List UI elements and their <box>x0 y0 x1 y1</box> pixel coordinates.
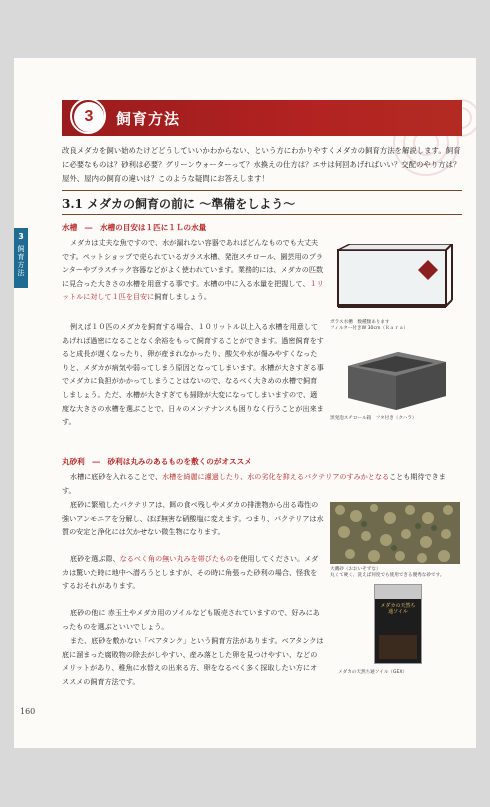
side-tab-number: 3 <box>18 232 24 241</box>
page-number: 160 <box>20 707 36 716</box>
aquarium-paragraph-2: 例えば１０匹のメダカを飼育する場合、１０リットル以上入る水槽を用意してあげれば過密になることなく余裕をもって飼育することができます。過密飼育をすると成長が遅くなったり、卵が産まれなかったり、酸欠や水が傷みやすくなったりと、メダカが病気や弱ってしまう原因となってしまいます。水槽が大きすぎる事でメダカに負担がかかってしまうことはないので、なるべく大きめの水槽で飼育しましょう。ただ、水槽が大きすぎても掃除が大変になってしまいますので、適度な大きさの水槽を選ぶことで、日々のメンテナンスも困りなく行うことが出来ます。 <box>62 322 324 427</box>
gravel-paragraph-5: また、底砂を敷かない「ベアタンク」という飼育方法があります。ベアタンクは底に溜まった腐敗物の除去がしやすい、産み落とした卵を見つけやすい、などのメリットがあり、稚魚に水替えの出来る方、卵をなるべく多く採取したい方にオススメの飼育方法です。 <box>62 636 324 686</box>
chapter-number: 3 <box>74 102 104 132</box>
soil-product-label: メダカの天然ち通ソイル <box>380 603 416 615</box>
gravel-paragraph-2: 底砂に繁殖したバクテリアは、餌の食べ残しやメダカの排泄物から出る毒性の強いアンモニアを分解し、ほぼ無害な硝酸塩に変えます。つまり、バクテリアは水質の安定と浄化には欠かせない微生物になります。 <box>62 500 324 537</box>
gravel-paragraph-3: 底砂を選ぶ際、なるべく角の無い丸みを帯びたものを使用してください。メダカは驚いた時に地中へ潜ろうとしますが、その時に角張った砂利の場合、怪我をするおそれがあります。 <box>62 554 319 591</box>
gravel-paragraph-4: 底砂の他に 赤玉土やメダカ用のソイルなども販売されていますので、好みにあったものを選ぶといいでしょう。 <box>62 608 320 631</box>
aquarium-heading: 水槽 ― 水槽の目安は１匹に１Ｌの水量 <box>62 223 207 232</box>
styrofoam-box-image <box>338 348 452 412</box>
section-title: 3.1 メダカの飼育の前に ～準備をしよう～ <box>62 197 296 211</box>
soil-caption: メダカの天然ち通ソイル（GEX） <box>338 670 408 675</box>
chapter-side-tab[interactable] <box>14 228 28 288</box>
side-tab-label: 飼育方法 <box>17 245 25 277</box>
book-page <box>14 58 476 748</box>
aquarium-paragraph-1: メダカは丈夫な魚ですので、水が漏れない容器であればどんなものでも大丈夫です。ペットショップで売られているガラス水槽、発泡スチロール、園芸用のプランターやプラスチック容器などがよく使われています。業務的には、メダカの匹数に見合った大きさの水槽を用意する事です。水槽の中に入る水量を把握して、１リットルに対して１匹を目安に飼育しましょう。 <box>62 238 324 302</box>
intro-paragraph: 改良メダカを飼い始めたけどどうしていいかわからない、という方にわかりやすくメダカの飼育方法を解説します。飼育に必要なものは？砂利は必要？グリーンウォーターって？水換えの仕方は？エサは何回あげればいい？交配のやり方は？屋外、屋内の飼育の違いは？このような疑問にお答えします！ <box>62 146 461 183</box>
section-rule-bottom <box>62 214 462 215</box>
chapter-title: 飼育方法 <box>116 110 181 128</box>
gravel-image <box>330 502 460 564</box>
gravel-heading: 丸砂利 ― 砂利は丸みのあるものを敷くのがオススメ <box>62 457 252 466</box>
gravel-caption: 大磯砂（おおいそずな） 丸くて硬く、洗えば何度でも使用できる優秀な砂です。 <box>330 567 445 578</box>
gravel-paragraph-1: 水槽に底砂を入れることで、水槽を綺麗に濾過したり、水の劣化を抑えるバクテリアのすみかとなることも期待できます。 <box>62 472 446 495</box>
section-rule-top <box>62 190 462 191</box>
soil-product-bag-image <box>374 584 422 664</box>
aquarium-caption-1: ガラス水槽 数種類あります フィルター付きW 30cm（Ｒａｒａ） <box>330 320 409 331</box>
aquarium-caption-2: 黒発泡スチロール箱 フタ付き（クハラ） <box>330 416 417 421</box>
glass-aquarium-image <box>330 244 460 318</box>
